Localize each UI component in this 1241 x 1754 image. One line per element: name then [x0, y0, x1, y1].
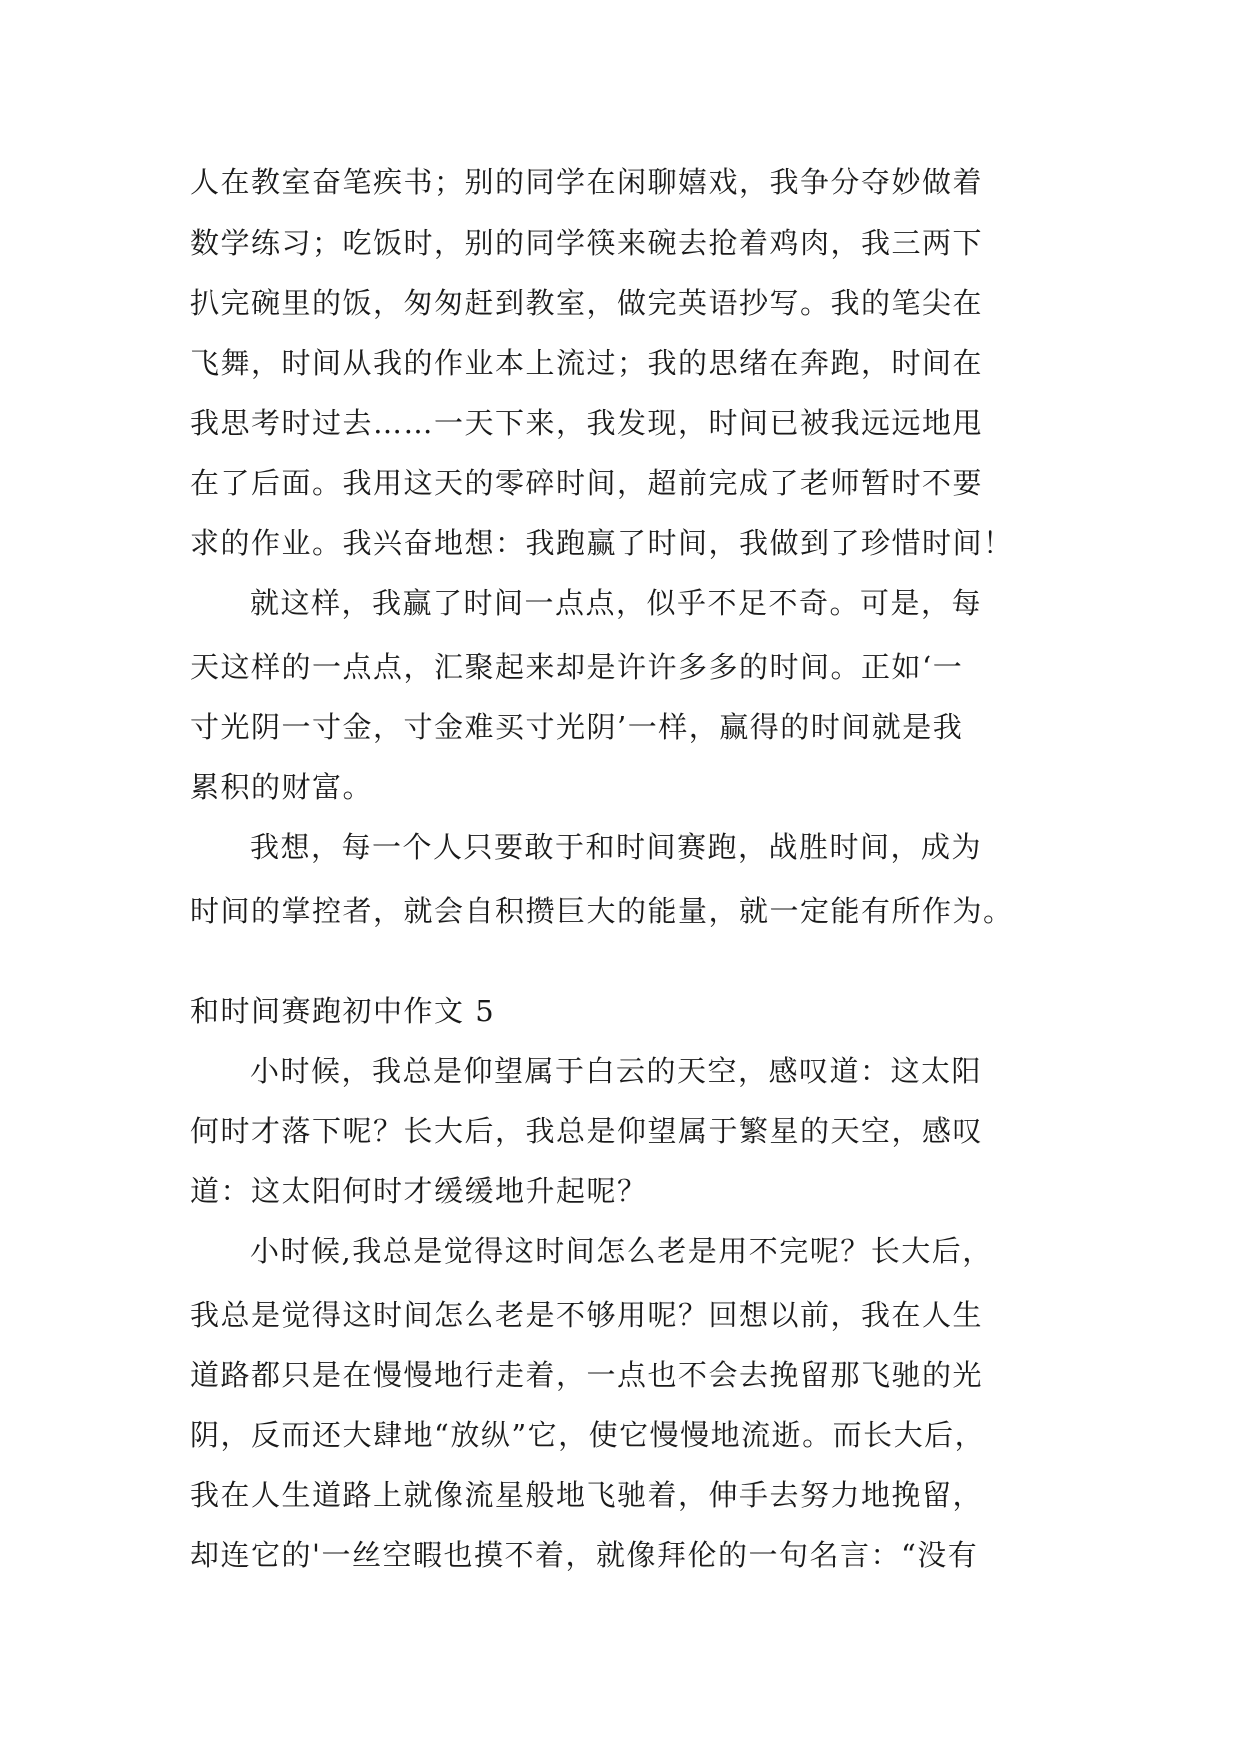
paragraph-line: 扒完碗里的饭，匆匆赶到教室，做完英语抄写。我的笔尖在: [190, 286, 984, 320]
paragraph-line: 却连它的'一丝空暇也摸不着，就像拜伦的一句名言：“没有: [190, 1538, 979, 1572]
paragraph-line: 何时才落下呢？长大后，我总是仰望属于繁星的天空，感叹: [190, 1114, 984, 1148]
paragraph-line: 人在教室奋笔疾书；别的同学在闲聊嬉戏，我争分夺妙做着: [190, 165, 984, 199]
paragraph-line: 我在人生道路上就像流星般地飞驰着，伸手去努力地挽留，: [190, 1478, 984, 1512]
paragraph-line: 数学练习；吃饭时，别的同学筷来碗去抢着鸡肉，我三两下: [190, 226, 984, 260]
paragraph-line: 在了后面。我用这天的零碎时间，超前完成了老师暂时不要: [190, 466, 984, 500]
paragraph-line: 时间的掌控者，就会自积攒巨大的能量，就一定能有所作为。: [190, 894, 1014, 928]
paragraph-line: 道路都只是在慢慢地行走着，一点也不会去挽留那飞驰的光: [190, 1358, 984, 1392]
paragraph-line: 阴，反而还大肆地“放纵”它，使它慢慢地流逝。而长大后，: [190, 1418, 986, 1452]
paragraph-line: 道：这太阳何时才缓缓地升起呢？: [190, 1174, 648, 1208]
paragraph-line: 求的作业。我兴奋地想：我跑赢了时间，我做到了珍惜时间！: [190, 526, 1014, 560]
paragraph-first-line: 小时候,我总是觉得这时间怎么老是用不完呢？长大后，: [250, 1234, 993, 1268]
paragraph-line: 我思考时过去……一天下来，我发现，时间已被我远远地甩: [190, 406, 984, 440]
paragraph-line: 我总是觉得这时间怎么老是不够用呢？回想以前，我在人生: [190, 1298, 984, 1332]
paragraph-line: 天这样的一点点，汇聚起来却是许许多多的时间。正如‘一: [190, 650, 964, 684]
paragraph-first-line: 就这样，我赢了时间一点点，似乎不足不奇。可是，每: [250, 586, 983, 620]
paragraph-first-line: 我想，每一个人只要敢于和时间赛跑，战胜时间，成为: [250, 830, 983, 864]
paragraph-line: 累积的财富。: [190, 770, 374, 804]
paragraph-line: 寸光阴一寸金，寸金难买寸光阴’一样，赢得的时间就是我: [190, 710, 964, 744]
section-title: 和时间赛跑初中作文 5: [190, 994, 496, 1028]
paragraph-first-line: 小时候，我总是仰望属于白云的天空，感叹道：这太阳: [250, 1054, 983, 1088]
paragraph-line: 飞舞，时间从我的作业本上流过；我的思绪在奔跑，时间在: [190, 346, 984, 380]
